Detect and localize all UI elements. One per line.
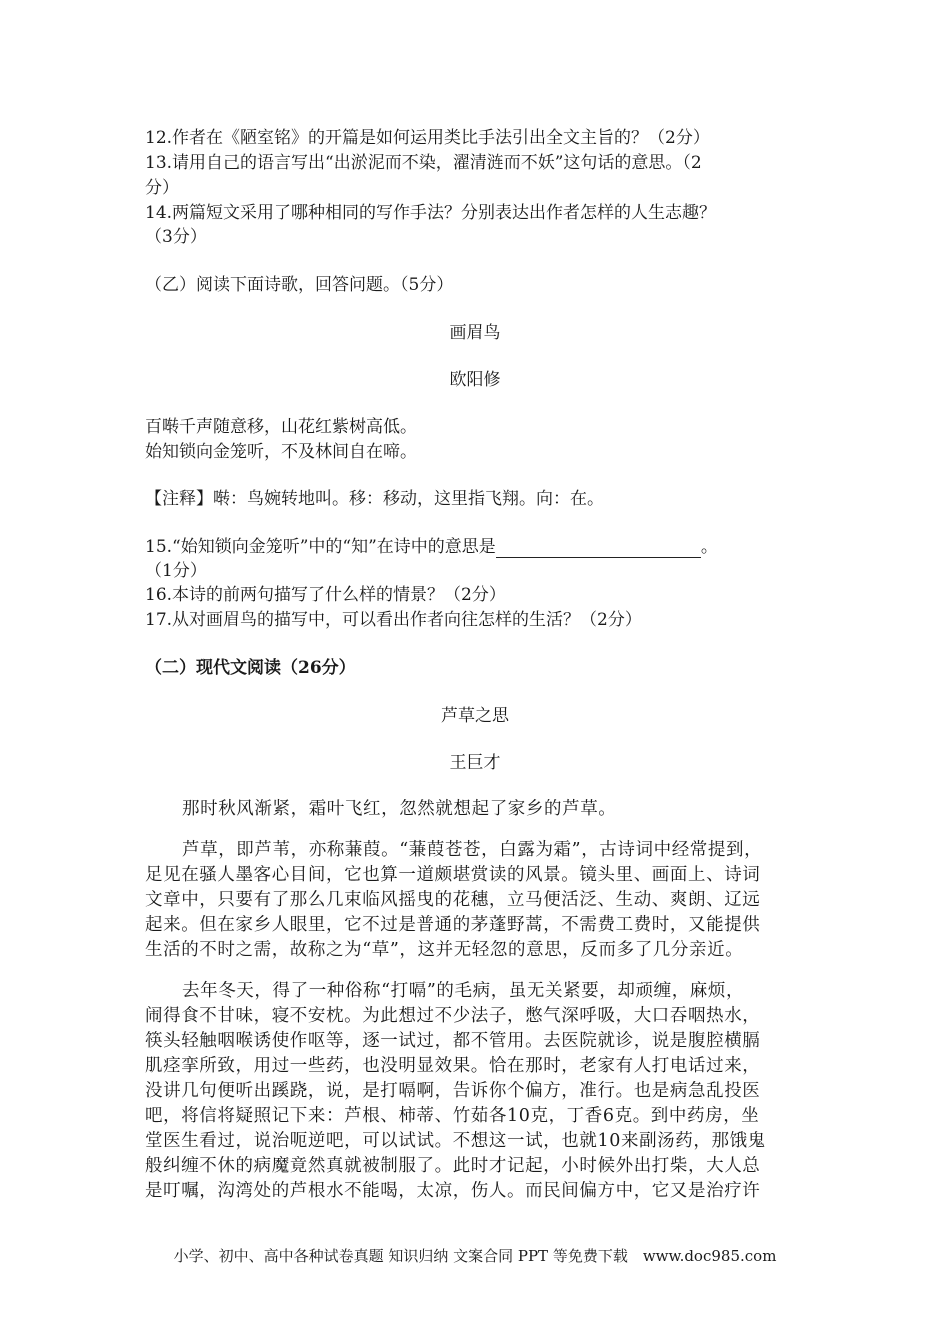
essay-p3-line: 是叮嘱，沟湾处的芦根水不能喝，太凉，伤人。而民间偏方中，它又是治疗许 bbox=[145, 1181, 761, 1201]
essay-p3-line: 般纠缠不休的病魔竟然真就被制服了。此时才记起，小时候外出打柴，大人总 bbox=[145, 1156, 761, 1176]
section-modern-heading: （二）现代文阅读（26分） bbox=[145, 658, 356, 678]
poem-note: 【注释】啭：鸟婉转地叫。移：移动，这里指飞翔。向：在。 bbox=[145, 489, 604, 509]
essay-p3-line: 筷头轻触咽喉诱使作呕等，逐一试过，都不管用。去医院就诊，说是腹腔横膈 bbox=[145, 1031, 761, 1051]
essay-p3-line: 去年冬天，得了一种俗称“打嗝”的毛病，虽无关紧要，却顽缠，麻烦， bbox=[182, 981, 745, 1001]
essay-p2-line: 起来。但在家乡人眼里，它不过是普通的茅蓬野蒿，不需费工费时，又能提供 bbox=[145, 915, 761, 935]
essay-p3-line: 闹得食不甘味，寝不安枕。为此想过不少法子，憋气深呼吸，大口吞咽热水， bbox=[145, 1006, 761, 1026]
page-footer: 小学、初中、高中各种试卷真题 知识归纳 文案合同 PPT 等免费下载 www.doc985.com bbox=[173, 1247, 777, 1265]
poem-line-2: 始知锁向金笼听，不及林间自在啼。 bbox=[145, 442, 417, 462]
poem-author: 欧阳修 bbox=[449, 370, 501, 390]
poem-title: 画眉鸟 bbox=[449, 323, 501, 343]
question-12: 12.作者在《陋室铭》的开篇是如何运用类比手法引出全文主旨的？（2分） bbox=[145, 128, 710, 148]
question-13: 13.请用自己的语言写出“出淤泥而不染，濯清涟而不妖”这句话的意思。（2 bbox=[145, 153, 702, 173]
question-14: 14.两篇短文采用了哪种相同的写作手法？分别表达出作者怎样的人生志趣？ bbox=[145, 203, 717, 223]
question-15-text: 15.“始知锁向金笼听”中的“知”在诗中的意思是 bbox=[145, 537, 496, 557]
answer-blank[interactable] bbox=[496, 539, 701, 558]
essay-p2-line: 芦草，即芦苇，亦称蒹葭。“蒹葭苍苍，白露为霜”，古诗词中经常提到， bbox=[182, 840, 763, 860]
essay-p2-line: 足见在骚人墨客心目间，它也算一道颇堪赏读的风景。镜头里、画面上、诗词 bbox=[145, 865, 761, 885]
essay-title: 芦草之思 bbox=[441, 706, 509, 726]
section-b-instruction: （乙）阅读下面诗歌，回答问题。（5分） bbox=[145, 275, 454, 295]
question-15 bbox=[145, 536, 718, 558]
essay-paragraph-1: 那时秋风渐紧，霜叶飞红，忽然就想起了家乡的芦草。 bbox=[182, 799, 617, 819]
essay-p3-line: 没讲几句便听出蹊跷，说，是打嗝啊，告诉你个偏方，准行。也是病急乱投医 bbox=[145, 1081, 761, 1101]
question-13-cont: 分） bbox=[145, 178, 179, 198]
essay-p3-line: 吧，将信将疑照记下来：芦根、柿蒂、竹茹各10克，丁香6克。到中药房，坐 bbox=[145, 1106, 760, 1126]
essay-p3-line: 堂医生看过，说治呃逆吧，可以试试。不想这一试，也就10来副汤药，那饿鬼 bbox=[145, 1131, 766, 1151]
question-16: 16.本诗的前两句描写了什么样的情景？（2分） bbox=[145, 585, 506, 605]
question-15-score: （1分） bbox=[145, 561, 207, 581]
essay-p3-line: 肌痉挛所致，用过一些药，也没明显效果。恰在那时，老家有人打电话过来， bbox=[145, 1056, 761, 1076]
essay-author: 王巨才 bbox=[449, 753, 501, 773]
question-15-end: 。 bbox=[700, 537, 718, 557]
question-17: 17.从对画眉鸟的描写中，可以看出作者向往怎样的生活？（2分） bbox=[145, 610, 642, 630]
poem-line-1: 百啭千声随意移，山花红紫树高低。 bbox=[145, 417, 417, 437]
essay-p2-line: 生活的不时之需，故称之为“草”，这并无轻忽的意思，反而多了几分亲近。 bbox=[145, 940, 744, 960]
question-14-cont: （3分） bbox=[145, 227, 207, 247]
essay-p2-line: 文章中，只要有了那么几束临风摇曳的花穗，立马便活泛、生动、爽朗、辽远 bbox=[145, 890, 761, 910]
